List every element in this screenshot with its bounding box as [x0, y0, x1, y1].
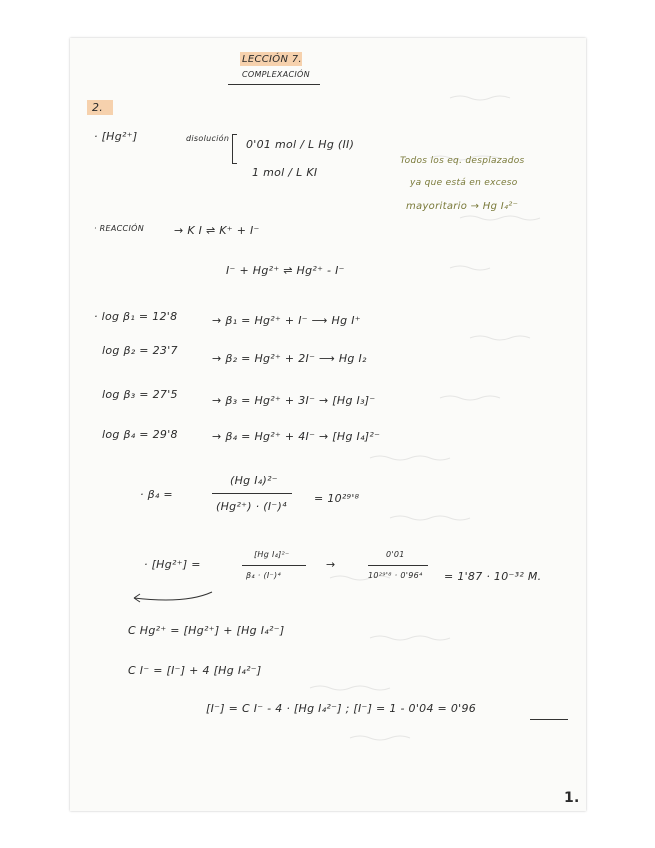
- log-beta3: log β₃ = 27'5: [102, 388, 178, 401]
- beta4-equation: → β₄ = Hg²⁺ + 4I⁻ → [Hg I₄]²⁻: [212, 430, 381, 443]
- mass-balance-iodide: C I⁻ = [I⁻] + 4 [Hg I₄²⁻]: [128, 664, 262, 677]
- free-iodide: [I⁻] = C I⁻ - 4 · [Hg I₄²⁻] ; [I⁻] = 1 - 0'04 = 0'96: [206, 702, 477, 715]
- curved-arrow: [126, 588, 216, 608]
- hg-concentration: 0'01 mol / L Hg (II): [246, 138, 355, 151]
- beta4-rhs: = 10²⁹'⁸: [314, 492, 360, 505]
- beta4-numerator: (Hg I₄)²⁻: [230, 474, 278, 487]
- hg-free-value-fraction-bar: [368, 565, 428, 566]
- hg-free-result: = 1'87 · 10⁻³² M.: [444, 570, 542, 583]
- log-beta1: · log β₁ = 12'8: [94, 310, 178, 323]
- brace-bracket: [232, 134, 237, 164]
- log-beta2: log β₂ = 23'7: [102, 344, 178, 357]
- mass-balance-hg: C Hg²⁺ = [Hg²⁺] + [Hg I₄²⁻]: [128, 624, 285, 637]
- notebook-page: [70, 38, 586, 811]
- hg-free-numerator: [Hg I₄]²⁻: [254, 550, 290, 559]
- ki-concentration: 1 mol / L KI: [252, 166, 318, 179]
- beta4-denominator: (Hg²⁺) · (I⁻)⁴: [216, 500, 287, 513]
- species-label: · [Hg²⁺]: [94, 130, 138, 143]
- reaction-label: · REACCIÓN: [94, 224, 144, 233]
- note-line-1: Todos los eq. desplazados: [400, 156, 525, 166]
- lesson-subtitle: COMPLEXACIÓN: [242, 70, 310, 79]
- dissolved-label: disolución: [186, 134, 230, 143]
- problem-number: 2.: [92, 101, 104, 114]
- log-beta4: log β₄ = 29'8: [102, 428, 178, 441]
- lesson-title: LECCIÓN 7.: [242, 54, 302, 65]
- beta4-fraction-bar: [212, 493, 292, 494]
- hg-free-fraction-bar: [242, 565, 306, 566]
- reaction-ki: → K I ⇌ K⁺ + I⁻: [174, 224, 260, 237]
- result-underline: [530, 719, 568, 720]
- bleed-through-text: [70, 38, 586, 811]
- note-line-2: ya que está en exceso: [410, 178, 518, 188]
- beta4-lhs: · β₄ =: [140, 488, 173, 501]
- hg-free-numerator-value: 0'01: [386, 550, 405, 559]
- title-underline: [228, 84, 320, 85]
- reaction-complex: I⁻ + Hg²⁺ ⇌ Hg²⁺ - I⁻: [226, 264, 345, 277]
- note-line-3: mayoritario → Hg I₄²⁻: [406, 201, 519, 212]
- page-number: 1.: [564, 790, 580, 806]
- beta3-equation: → β₃ = Hg²⁺ + 3I⁻ → [Hg I₃]⁻: [212, 394, 376, 407]
- beta1-equation: → β₁ = Hg²⁺ + I⁻ ⟶ Hg I⁺: [212, 314, 361, 327]
- hg-free-denominator-value: 10²⁹'⁸ · 0'96⁴: [368, 571, 423, 580]
- hg-free-denominator: β₄ · (I⁻)⁴: [246, 571, 281, 580]
- hg-free-arrow: →: [326, 558, 336, 571]
- hg-free-lhs: · [Hg²⁺] =: [144, 558, 201, 571]
- beta2-equation: → β₂ = Hg²⁺ + 2I⁻ ⟶ Hg I₂: [212, 352, 367, 365]
